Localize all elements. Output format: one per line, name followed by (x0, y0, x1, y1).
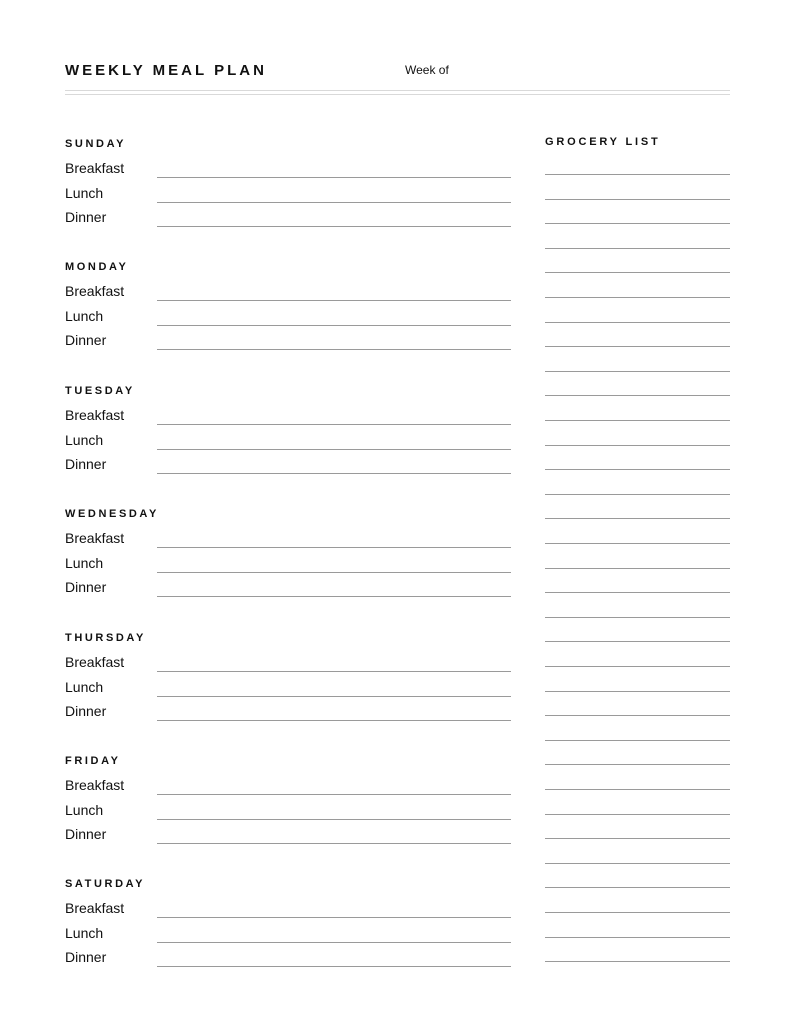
meal-entry-line[interactable] (157, 596, 511, 597)
meal-label: Lunch (65, 678, 104, 695)
meal-label: Dinner (65, 332, 107, 349)
meal-label: Dinner (65, 209, 107, 225)
meal-entry-line[interactable] (157, 449, 511, 450)
meal-label: Breakfast (65, 160, 125, 176)
meal-row (65, 654, 511, 674)
meal-row (65, 703, 511, 723)
meal-label: Dinner (65, 579, 107, 596)
grocery-entry-line[interactable] (545, 518, 730, 519)
meal-label: Breakfast (65, 406, 125, 423)
meal-label: Lunch (65, 925, 104, 942)
grocery-entry-line[interactable] (545, 371, 730, 372)
day-heading: SATURDAY (65, 878, 146, 891)
grocery-entry-line[interactable] (545, 863, 730, 864)
grocery-entry-line[interactable] (545, 223, 730, 224)
grocery-entry-line[interactable] (545, 272, 730, 273)
meal-label: Breakfast (65, 900, 125, 917)
meal-row (65, 432, 511, 452)
day-section-thursday (65, 632, 511, 755)
meal-entry-line[interactable] (157, 325, 511, 326)
header-divider (65, 94, 730, 95)
meal-entry-line[interactable] (157, 300, 511, 301)
day-section-tuesday (65, 385, 511, 508)
grocery-entry-line[interactable] (545, 592, 730, 593)
meal-row (65, 308, 511, 328)
grocery-entry-line[interactable] (545, 617, 730, 618)
meal-row (65, 949, 511, 969)
meal-row (65, 456, 511, 476)
meal-row (65, 407, 511, 427)
meal-entry-line[interactable] (157, 942, 511, 943)
meal-row (65, 802, 511, 822)
meal-label: Lunch (65, 308, 104, 325)
grocery-entry-line[interactable] (545, 691, 730, 692)
meal-entry-line[interactable] (157, 473, 511, 474)
meal-row (65, 579, 511, 599)
page-title: WEEKLY MEAL PLAN (65, 62, 267, 79)
meal-label: Dinner (65, 825, 107, 842)
grocery-entry-line[interactable] (545, 248, 730, 249)
meal-row (65, 777, 511, 797)
meal-entry-line[interactable] (157, 819, 511, 820)
meal-row (65, 530, 511, 550)
meal-label: Breakfast (65, 776, 125, 793)
meal-label: Lunch (65, 555, 104, 572)
grocery-entry-line[interactable] (545, 395, 730, 396)
meal-entry-line[interactable] (157, 843, 511, 844)
grocery-entry-line[interactable] (545, 961, 730, 962)
grocery-entry-line[interactable] (545, 174, 730, 175)
meal-label: Lunch (65, 185, 104, 201)
meal-label: Breakfast (65, 653, 125, 670)
meal-label: Breakfast (65, 283, 125, 300)
meal-row (65, 209, 511, 229)
grocery-entry-line[interactable] (545, 420, 730, 421)
days-column (65, 138, 511, 1002)
grocery-entry-line[interactable] (545, 494, 730, 495)
day-heading: THURSDAY (65, 631, 146, 644)
meal-entry-line[interactable] (157, 226, 511, 227)
meal-row (65, 555, 511, 575)
meal-entry-line[interactable] (157, 720, 511, 721)
grocery-entry-line[interactable] (545, 887, 730, 888)
grocery-entry-line[interactable] (545, 838, 730, 839)
grocery-entry-line[interactable] (545, 346, 730, 347)
meal-entry-line[interactable] (157, 547, 511, 548)
meal-entry-line[interactable] (157, 966, 511, 967)
meal-row (65, 332, 511, 352)
header-divider (65, 90, 730, 91)
grocery-entry-line[interactable] (545, 666, 730, 667)
meal-row (65, 679, 511, 699)
meal-entry-line[interactable] (157, 572, 511, 573)
meal-label: Dinner (65, 949, 107, 966)
day-heading: FRIDAY (65, 754, 121, 767)
day-section-friday (65, 755, 511, 878)
grocery-entry-line[interactable] (545, 641, 730, 642)
day-section-monday (65, 261, 511, 384)
meal-label: Dinner (65, 702, 107, 719)
meal-entry-line[interactable] (157, 202, 511, 203)
meal-entry-line[interactable] (157, 424, 511, 425)
meal-entry-line[interactable] (157, 917, 511, 918)
meal-entry-line[interactable] (157, 349, 511, 350)
meal-label: Lunch (65, 801, 104, 818)
grocery-entry-line[interactable] (545, 814, 730, 815)
grocery-entry-line[interactable] (545, 764, 730, 765)
week-of-label: Week of (405, 63, 449, 77)
grocery-list (545, 136, 730, 148)
meal-row (65, 925, 511, 945)
meal-label: Breakfast (65, 530, 125, 547)
meal-label: Dinner (65, 455, 107, 472)
grocery-entry-line[interactable] (545, 469, 730, 470)
meal-row (65, 826, 511, 846)
grocery-entry-line[interactable] (545, 322, 730, 323)
meal-row (65, 283, 511, 303)
grocery-entry-line[interactable] (545, 568, 730, 569)
meal-label: Lunch (65, 431, 104, 448)
grocery-entry-line[interactable] (545, 543, 730, 544)
meal-entry-line[interactable] (157, 696, 511, 697)
day-section-sunday (65, 138, 511, 261)
meal-row (65, 900, 511, 920)
grocery-entry-line[interactable] (545, 297, 730, 298)
grocery-entry-line[interactable] (545, 740, 730, 741)
day-section-saturday (65, 878, 511, 1001)
grocery-entry-line[interactable] (545, 937, 730, 938)
meal-row (65, 160, 511, 180)
meal-entry-line[interactable] (157, 177, 511, 178)
meal-entry-line[interactable] (157, 671, 511, 672)
day-heading: WEDNESDAY (65, 508, 159, 521)
grocery-entry-line[interactable] (545, 199, 730, 200)
grocery-entry-line[interactable] (545, 715, 730, 716)
day-section-wednesday (65, 508, 511, 631)
day-heading: MONDAY (65, 261, 129, 274)
meal-row (65, 185, 511, 205)
grocery-entry-line[interactable] (545, 445, 730, 446)
day-heading: TUESDAY (65, 384, 135, 397)
grocery-entry-line[interactable] (545, 912, 730, 913)
grocery-entry-line[interactable] (545, 789, 730, 790)
grocery-list-title: GROCERY LIST (545, 136, 661, 148)
day-heading: SUNDAY (65, 138, 127, 150)
meal-entry-line[interactable] (157, 794, 511, 795)
